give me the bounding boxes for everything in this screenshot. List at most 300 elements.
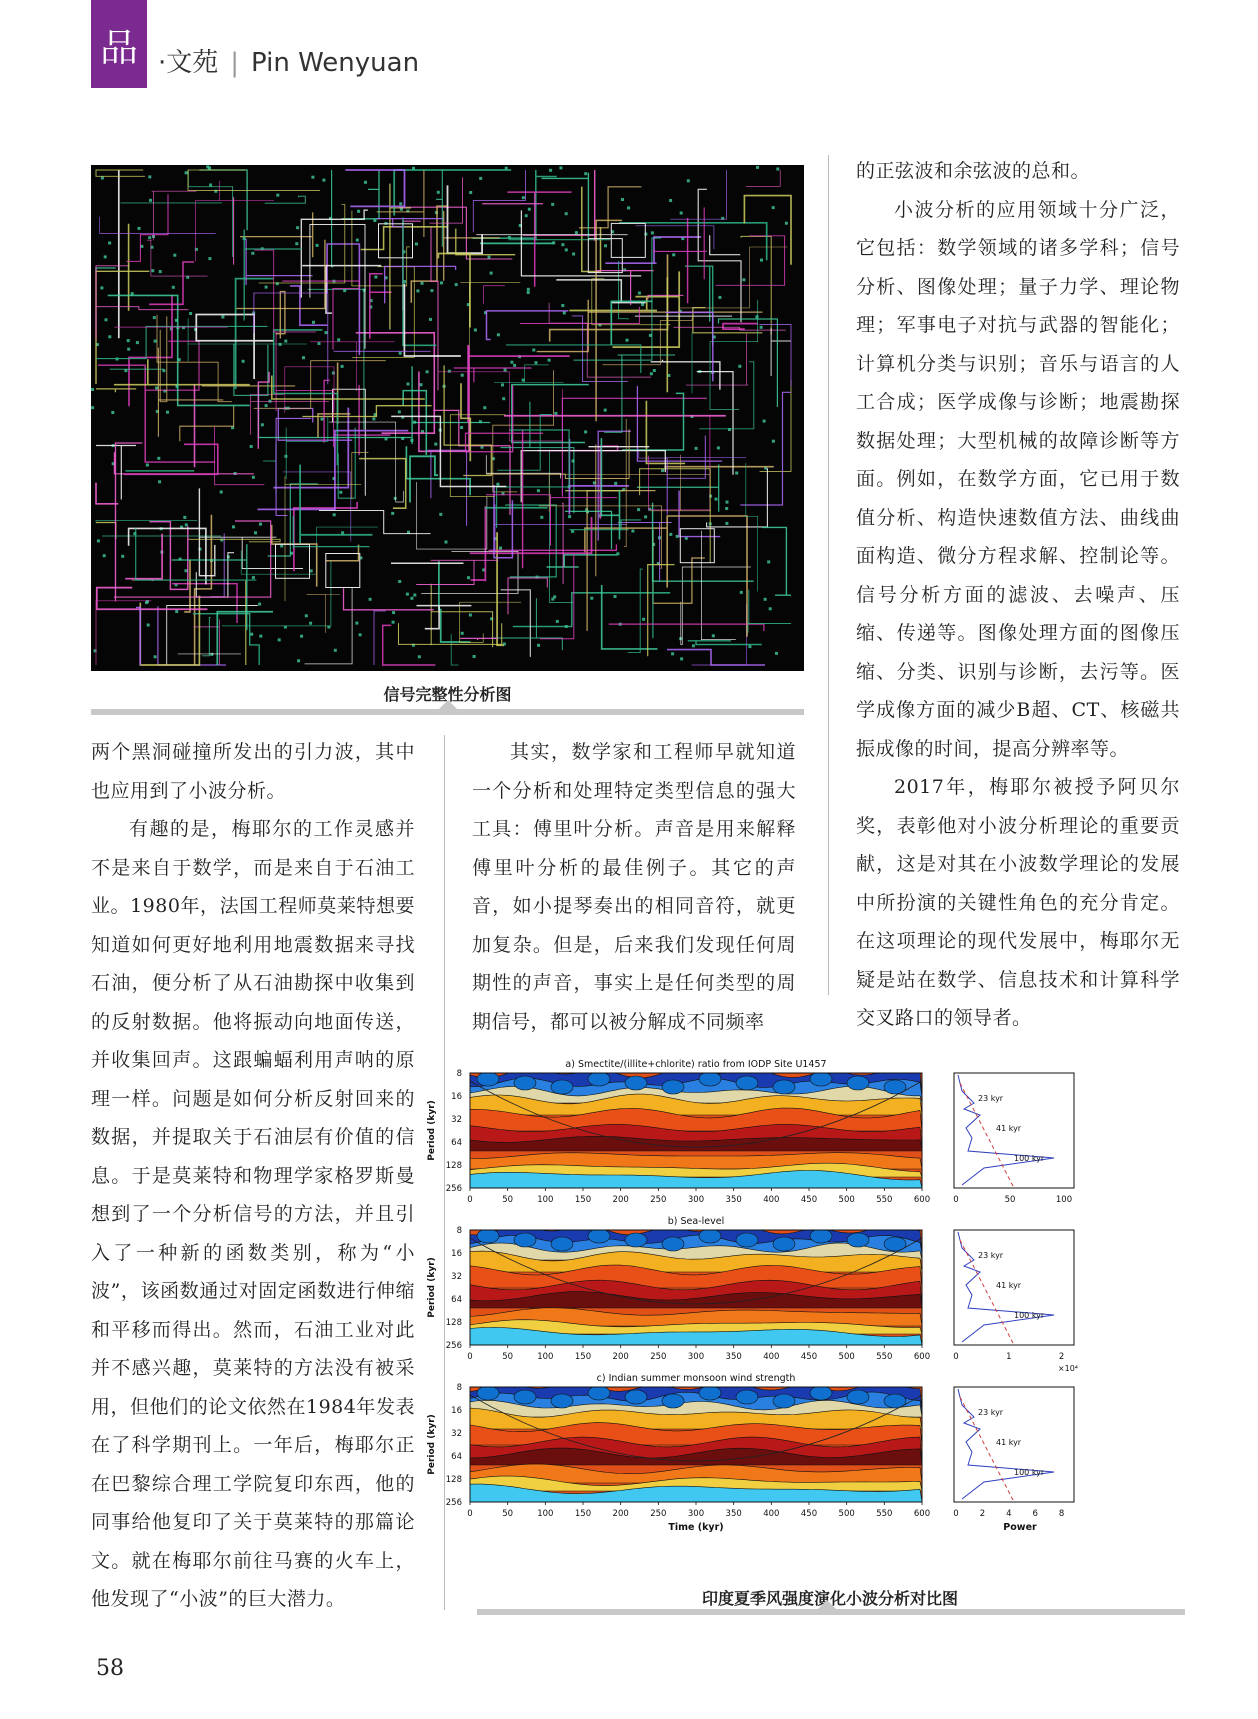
figure1-caption: 信号完整性分析图 [383, 685, 512, 704]
pcb-trace [100, 217, 216, 234]
pcb-trace [258, 431, 409, 510]
pcb-pad [154, 655, 157, 658]
pcb-trace [342, 170, 379, 219]
pcb-pad [669, 199, 672, 202]
pcb-trace [370, 274, 392, 339]
pcb-pad [175, 610, 178, 613]
y-tick-label: 8 [456, 1226, 462, 1236]
pcb-pad [561, 243, 564, 246]
y-tick-label: 128 [445, 1318, 462, 1328]
pcb-drawing [91, 165, 804, 671]
pcb-trace [688, 641, 762, 645]
wavelet-panel [427, 1373, 1074, 1533]
pcb-pad [406, 593, 409, 596]
pcb-pad [488, 256, 491, 259]
pcb-trace [251, 394, 329, 435]
pcb-pad [501, 383, 504, 386]
pcb-pad [250, 633, 253, 636]
pcb-pad [672, 253, 675, 256]
pcb-pad [738, 365, 741, 368]
spectrum-tick-label: 8 [1058, 1509, 1065, 1519]
x-tick-label: 100 [537, 1195, 554, 1205]
pcb-pad [208, 167, 211, 170]
x-tick-label: 0 [467, 1195, 473, 1205]
pcb-trace [285, 476, 361, 601]
pcb-trace [114, 359, 250, 385]
heatmap-blob [588, 1072, 610, 1086]
pcb-trace [189, 539, 281, 542]
pcb-pad [763, 420, 766, 423]
pcb-trace [193, 614, 259, 665]
pcb-pad [717, 446, 720, 449]
pcb-trace [202, 617, 210, 655]
pcb-trace [486, 429, 629, 478]
pcb-pad [332, 372, 335, 375]
pcb-trace [520, 307, 640, 324]
spectrum-peak-label: 100 kyr [1014, 1468, 1045, 1477]
pcb-pad [448, 370, 451, 373]
y-tick-label: 256 [445, 1341, 462, 1351]
pcb-pad [297, 659, 300, 662]
figure1-caption-bar [91, 709, 804, 715]
pcb-trace [310, 342, 395, 391]
pcb-pad [254, 531, 257, 534]
pcb-chip [588, 239, 622, 273]
pcb-trace [96, 271, 149, 384]
pcb-pad [510, 361, 513, 364]
pcb-trace [523, 170, 595, 241]
pcb-trace [96, 268, 116, 271]
pcb-pad [772, 440, 775, 443]
pcb-pad [497, 333, 500, 336]
x-tick-label: 50 [502, 1352, 514, 1362]
y-axis-label: Period (kyr) [427, 1257, 437, 1318]
pcb-pad [136, 341, 139, 344]
pcb-trace [180, 406, 234, 442]
pcb-pad [258, 603, 261, 606]
pcb-trace [556, 280, 645, 303]
pcb-trace [622, 393, 683, 450]
paragraph: 其实，数学家和工程师早就知道一个分析和处理特定类型信息的强大工具：傅里叶分析。声音是用来解释傅里叶分析的最佳例子。其它的声音，如小提琴奏出的相同音符，就更加复杂。但是，后来我们发现任何周期性的声音，事实上是任何类型的周期信号，都可以被分解成不同频率 [472, 741, 796, 1033]
heatmap-blob [847, 1076, 869, 1090]
pcb-trace [759, 325, 791, 387]
pcb-pad [265, 404, 268, 407]
pcb-pad [637, 508, 640, 511]
pcb-pad [469, 191, 472, 194]
pcb-pad [760, 326, 763, 329]
pcb-trace [506, 505, 556, 577]
chart-title: a) Smectite/(illite+chlorite) ratio from IODP Site U1457 [565, 1059, 827, 1070]
x-tick-label: 350 [725, 1195, 742, 1205]
heatmap-blob [514, 1076, 536, 1090]
y-tick-label: 32 [451, 1272, 462, 1282]
pcb-pad [322, 179, 325, 182]
heatmap-blob [736, 1390, 758, 1404]
pcb-pad [661, 469, 664, 472]
figure2-caption-bar [477, 1609, 1185, 1615]
pcb-trace [433, 410, 510, 515]
pcb-trace [96, 326, 268, 358]
pcb-pad [642, 618, 645, 621]
pcb-pad [572, 253, 575, 256]
pcb-trace [96, 389, 136, 392]
pcb-trace [352, 453, 369, 500]
heatmap-blob [773, 1080, 795, 1094]
pcb-pad [153, 316, 156, 319]
pcb-trace [686, 333, 749, 385]
pcb-pad [392, 611, 395, 614]
pcb-pad [680, 657, 683, 660]
pcb-trace [199, 170, 247, 230]
article-column-right [856, 152, 1180, 1038]
pcb-pad [394, 497, 397, 500]
pcb-pad [440, 281, 443, 284]
article-column-middle [472, 733, 796, 1041]
pcb-trace [234, 344, 268, 396]
pcb-pad [183, 516, 186, 519]
section-name-en: Pin Wenyuan [251, 48, 420, 78]
pcb-chip [611, 223, 645, 257]
pcb-pad [461, 374, 464, 377]
pcb-trace [428, 450, 467, 526]
pcb-pad [496, 483, 499, 486]
pcb-layout-image [91, 165, 804, 671]
spectrum-tick-label: 100 [1055, 1195, 1073, 1205]
pcb-pad [209, 184, 212, 187]
pcb-pad [339, 491, 342, 494]
pcb-pad [528, 208, 531, 211]
spectrum-tick-label: 0 [953, 1352, 959, 1362]
x-tick-label: 400 [763, 1195, 780, 1205]
heatmap-blob [699, 1229, 721, 1243]
pcb-pad [421, 282, 424, 285]
y-tick-label: 256 [445, 1498, 462, 1508]
pcb-pad [556, 620, 559, 623]
pcb-trace [285, 367, 334, 413]
pcb-pad [172, 286, 175, 289]
pcb-trace [585, 528, 667, 552]
pcb-pad [715, 498, 718, 501]
pcb-pad [321, 418, 324, 421]
pcb-pad [537, 489, 540, 492]
pcb-pad [504, 368, 507, 371]
heatmap-blob [625, 1076, 647, 1090]
pcb-trace [444, 211, 500, 281]
pcb-pad [100, 286, 103, 289]
wavelet-heatmap [470, 1225, 922, 1345]
spectrum-peak-label: 100 kyr [1014, 1154, 1045, 1163]
pcb-trace [158, 348, 223, 437]
pcb-trace [359, 459, 406, 509]
pcb-trace [96, 170, 145, 176]
pcb-pad [756, 166, 759, 169]
pcb-pad [680, 212, 683, 215]
pcb-trace [308, 289, 364, 429]
pcb-pad [461, 632, 464, 635]
pcb-trace [96, 601, 151, 665]
pcb-trace [127, 194, 169, 261]
pcb-pad [575, 231, 578, 234]
pcb-pad [551, 203, 554, 206]
pcb-trace [116, 443, 143, 601]
paragraph: 2017年，梅耶尔被授予阿贝尔奖，表彰他对小波分析理论的重要贡献，这是对其在小波数学理论的发展中所扮演的关键性角色的充分肯定。在这项理论的现代发展中，梅耶尔无疑是站在数学、信息技术和计算科学交叉路口的领导者。 [856, 776, 1180, 1029]
pcb-pad [105, 318, 108, 321]
section-name: ·文苑 [158, 48, 219, 78]
pcb-trace [740, 392, 791, 505]
pcb-pad [549, 169, 552, 172]
pcb-pad [151, 269, 154, 272]
pcb-pad [407, 383, 410, 386]
x-tick-label: 200 [612, 1195, 629, 1205]
x-tick-label: 300 [687, 1352, 705, 1362]
pcb-pad [621, 198, 624, 201]
pcb-pad [740, 591, 743, 594]
pcb-trace [155, 427, 264, 485]
pcb-pad [426, 370, 429, 373]
pcb-trace [667, 436, 705, 515]
x-tick-label: 550 [876, 1509, 893, 1519]
pcb-pad [767, 560, 770, 563]
pcb-pad [775, 652, 778, 655]
pcb-pad [300, 635, 303, 638]
pcb-pad [210, 653, 213, 656]
pcb-pad [735, 472, 738, 475]
pcb-pad [776, 168, 779, 171]
pcb-pad [416, 289, 419, 292]
pcb-pad [103, 554, 106, 557]
pcb-pad [374, 276, 377, 279]
pcb-trace [96, 523, 116, 540]
pcb-trace [648, 565, 675, 657]
x-tick-label: 600 [913, 1352, 931, 1362]
pcb-pad [108, 335, 111, 338]
pcb-trace [282, 281, 359, 350]
heatmap-blob [514, 1233, 536, 1247]
paragraph: 两个黑洞碰撞所发出的引力波，其中也应用到了小波分析。 [91, 741, 415, 802]
pcb-trace [667, 650, 765, 665]
pcb-pad [91, 388, 94, 391]
pcb-trace [456, 229, 515, 255]
y-tick-label: 64 [451, 1295, 462, 1305]
pcb-pad [111, 411, 114, 414]
spectrum-peak-label: 100 kyr [1014, 1311, 1045, 1320]
x-tick-label: 450 [800, 1509, 818, 1519]
x-tick-label: 0 [467, 1509, 473, 1519]
pcb-trace [762, 527, 791, 595]
pcb-trace [604, 355, 675, 432]
wavelet-heatmap [470, 1068, 922, 1188]
pcb-pad [641, 303, 644, 306]
spectrum-peak-label: 41 kyr [996, 1438, 1022, 1447]
pcb-trace [411, 206, 447, 303]
y-tick-label: 16 [451, 1092, 462, 1102]
spectrum-peak-label: 41 kyr [996, 1281, 1022, 1290]
heatmap-blob [514, 1390, 536, 1404]
magazine-logo: 品 [91, 0, 147, 88]
x-tick-label: 550 [876, 1195, 893, 1205]
pcb-pad [651, 231, 654, 234]
pcb-trace [439, 561, 471, 642]
chart-title: b) Sea-level [667, 1216, 725, 1227]
x-tick-label: 400 [763, 1352, 780, 1362]
pcb-pad [284, 340, 287, 343]
spectrum-tick-label: 0 [953, 1509, 959, 1519]
pcb-trace [609, 624, 764, 631]
x-tick-label: 450 [800, 1352, 818, 1362]
pcb-pad [584, 172, 587, 175]
pcb-pad [356, 239, 359, 242]
pcb-pad [305, 614, 308, 617]
y-tick-label: 32 [451, 1429, 462, 1439]
pcb-pad [653, 369, 656, 372]
y-tick-label: 16 [451, 1406, 462, 1416]
pcb-pad [568, 515, 571, 518]
heatmap-blob [810, 1229, 832, 1243]
wavelet-panel [427, 1216, 1078, 1373]
spectrum-xlabel: Power [1003, 1522, 1037, 1533]
pcb-trace [550, 254, 668, 341]
pcb-pad [631, 530, 634, 533]
pcb-pad [513, 364, 516, 367]
pcb-pad [242, 360, 245, 363]
pcb-pad [372, 417, 375, 420]
pcb-pad [571, 530, 574, 533]
pcb-pad [325, 331, 328, 334]
heatmap-blob [625, 1390, 647, 1404]
x-tick-label: 250 [650, 1352, 667, 1362]
article-column-left [91, 733, 415, 1619]
pcb-pad [337, 338, 340, 341]
pcb-trace [685, 266, 713, 346]
pcb-pad [220, 491, 223, 494]
pcb-trace [710, 235, 741, 255]
heatmap-blob [662, 1080, 684, 1094]
pcb-pad [311, 176, 314, 179]
heatmap-blob [662, 1237, 684, 1251]
pcb-pad [250, 445, 253, 448]
spectrum-tick-label: 0 [953, 1195, 959, 1205]
pcb-pad [127, 348, 130, 351]
pcb-pad [584, 430, 587, 433]
spectrum-multiplier: ×10⁴ [1057, 1364, 1078, 1373]
pcb-pad [764, 598, 767, 601]
pcb-trace [290, 286, 327, 325]
pcb-pad [147, 624, 150, 627]
pcb-pad [159, 270, 162, 273]
pcb-pad [398, 410, 401, 413]
pcb-trace [394, 170, 511, 216]
pcb-trace [300, 465, 372, 544]
x-tick-label: 50 [502, 1195, 514, 1205]
spectrum-tick-label: 2 [1058, 1352, 1065, 1362]
pcb-pad [341, 365, 344, 368]
pcb-pad [252, 576, 255, 579]
pcb-pad [445, 541, 448, 544]
pcb-trace [771, 328, 791, 376]
pcb-trace [188, 170, 232, 257]
pcb-pad [316, 244, 319, 247]
x-tick-label: 500 [838, 1509, 855, 1519]
x-tick-label: 550 [876, 1352, 893, 1362]
x-tick-label: 50 [502, 1509, 514, 1519]
x-tick-label: 500 [838, 1195, 855, 1205]
y-tick-label: 64 [451, 1452, 462, 1462]
pcb-pad [554, 412, 557, 415]
spectrum-tick-label: 4 [1006, 1509, 1012, 1519]
pcb-pad [157, 457, 160, 460]
spectrum-tick-label: 50 [1004, 1195, 1016, 1205]
heatmap-blob [551, 1237, 573, 1251]
wavelet-charts [427, 1055, 1190, 1583]
spectrum-peak-label: 23 kyr [978, 1408, 1004, 1417]
pcb-pad [359, 633, 362, 636]
spectrum-tick-label: 2 [979, 1509, 986, 1519]
pcb-pad [725, 522, 728, 525]
pcb-pad [398, 580, 401, 583]
pcb-trace [602, 585, 658, 649]
paragraph: 的正弦波和余弦波的总和。 [856, 160, 1091, 182]
y-tick-label: 128 [445, 1161, 462, 1171]
pcb-pad [208, 257, 211, 260]
pcb-trace [451, 634, 458, 665]
pcb-pad [391, 512, 394, 515]
pcb-pad [415, 243, 418, 246]
heatmap-blob [810, 1072, 832, 1086]
pcb-pad [483, 406, 486, 409]
pcb-pad [276, 194, 279, 197]
pcb-trace [188, 170, 320, 191]
pcb-trace [748, 590, 791, 633]
pcb-pad [221, 316, 224, 319]
pcb-pad [108, 242, 111, 245]
pcb-pad [785, 222, 788, 225]
pcb-pad [91, 406, 94, 409]
pcb-pad [185, 523, 188, 526]
pcb-pad [355, 622, 358, 625]
pcb-trace [124, 444, 218, 474]
x-tick-label: 250 [650, 1509, 667, 1519]
pcb-pad [460, 426, 463, 429]
pcb-trace [460, 602, 521, 642]
section-title [158, 42, 419, 79]
x-tick-label: 100 [537, 1509, 554, 1519]
heatmap-blob [847, 1233, 869, 1247]
pcb-trace [96, 307, 188, 334]
pcb-pad [145, 601, 148, 604]
pcb-trace [484, 286, 505, 304]
heatmap-blob [736, 1233, 758, 1247]
x-tick-label: 350 [725, 1509, 742, 1519]
spectrum-peak-label: 23 kyr [978, 1094, 1004, 1103]
heatmap-blob [625, 1233, 647, 1247]
pcb-pad [548, 359, 551, 362]
pcb-pad [302, 356, 305, 359]
pcb-trace [136, 608, 140, 666]
x-tick-label: 600 [913, 1509, 931, 1519]
pcb-trace [417, 482, 487, 549]
pcb-pad [173, 254, 176, 257]
pcb-pad [97, 539, 100, 542]
pcb-pad [638, 292, 641, 295]
pcb-pad [148, 236, 151, 239]
pcb-trace [329, 422, 404, 502]
pcb-pad [430, 289, 433, 292]
x-axis-label: Time (kyr) [668, 1522, 724, 1533]
pcb-trace [211, 533, 225, 597]
page-number: 58 [96, 1656, 124, 1681]
heatmap-blob [847, 1390, 869, 1404]
pcb-pad [410, 597, 413, 600]
